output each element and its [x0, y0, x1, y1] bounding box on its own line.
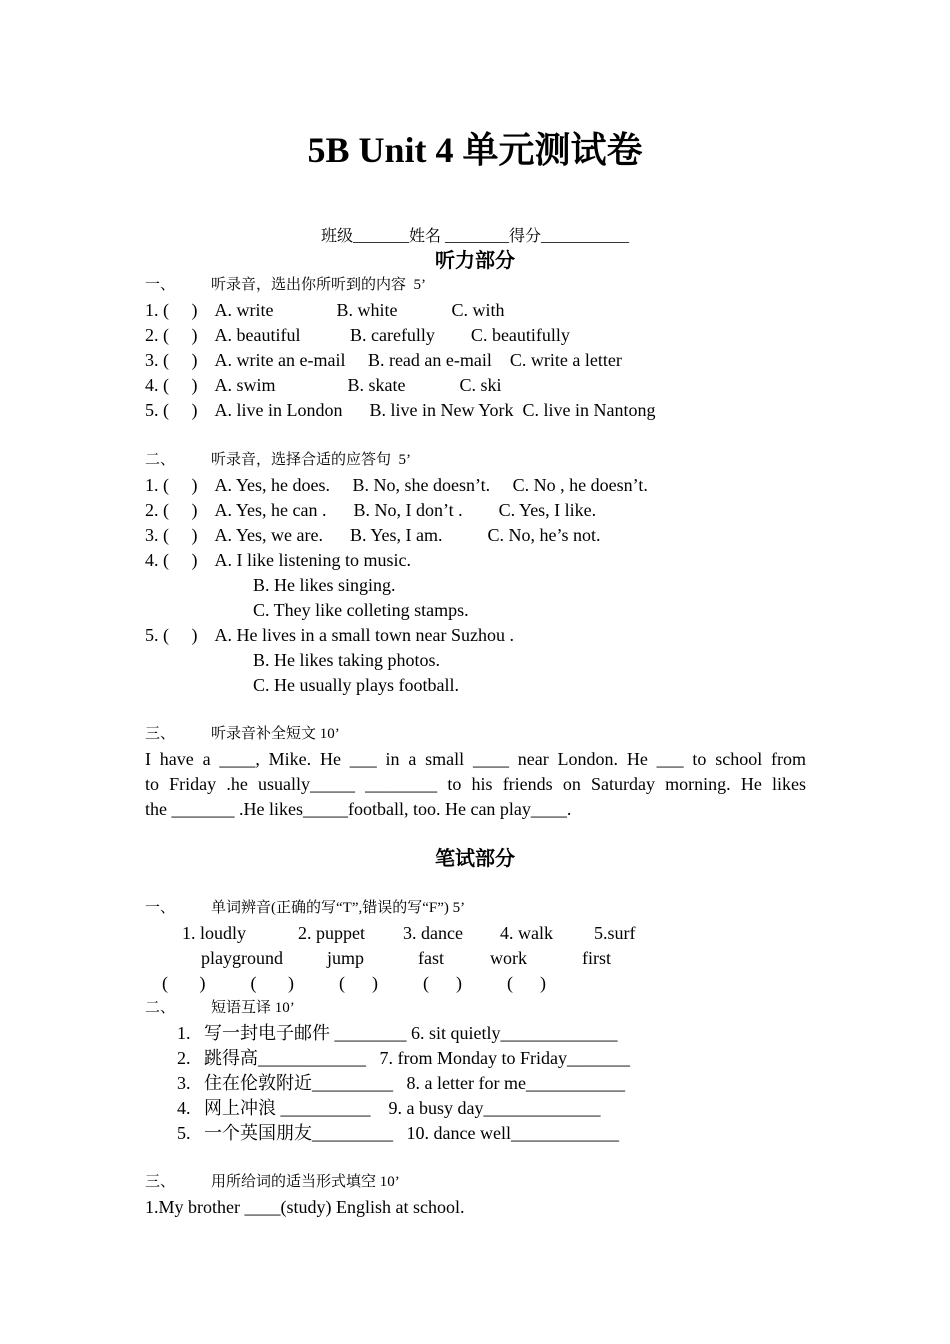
question-line: 2. ( ) A. beautiful B. carefully C. beautifully — [145, 325, 570, 345]
phonics-word: jump — [327, 948, 365, 968]
question-line: C. He usually plays football. — [145, 675, 459, 695]
question-line: 5. ( ) A. He lives in a small town near Suzhou . — [145, 625, 514, 645]
part-number: 三、 — [145, 1174, 176, 1190]
question-line: 5. ( ) A. live in London B. live in New York C. live in Nantong — [145, 400, 656, 420]
part-instruction: 听录音，选择合适的应答句 5’ — [211, 452, 411, 468]
writing-part1-heading — [145, 896, 465, 921]
question-line: 4. ( ) A. swim B. skate C. ski — [145, 375, 502, 395]
phonics-word: playground — [201, 948, 283, 968]
phonics-word: work — [490, 948, 527, 968]
translation-line: 4. 网上冲浪 __________ 9. a busy day_____________ — [177, 1098, 601, 1118]
part-number: 三、 — [145, 726, 176, 742]
listening-section-header: 听力部分 — [435, 250, 515, 272]
phonics-word: 5.surf — [594, 923, 636, 943]
writing-part3-heading — [145, 1170, 400, 1195]
page-title: 5B Unit 4 单元测试卷 — [307, 130, 643, 170]
translation-line: 3. 住在伦敦附近_________ 8. a letter for me___________ — [177, 1073, 625, 1093]
question-line: B. He likes taking photos. — [145, 650, 440, 670]
phonics-word: first — [582, 948, 611, 968]
question-line: 1. ( ) A. write B. white C. with — [145, 300, 505, 320]
part-number: 一、 — [145, 900, 176, 916]
phonics-word: 4. walk — [500, 923, 553, 943]
part-number: 二、 — [145, 452, 176, 468]
question-line: 3. ( ) A. write an e-mail B. read an e-mail C. write a letter — [145, 350, 622, 370]
translation-line: 2. 跳得高____________ 7. from Monday to Friday_______ — [177, 1048, 630, 1068]
listening-part2-heading — [145, 448, 411, 473]
cloze-paragraph-line: to Friday .he usually_____ ________ to his friends on Saturday morning. He likes — [145, 774, 806, 794]
part-number: 二、 — [145, 1000, 176, 1016]
writing-section-header: 笔试部分 — [435, 848, 515, 870]
question-line: 4. ( ) A. I like listening to music. — [145, 550, 411, 570]
listening-part1-heading — [145, 273, 426, 298]
part-instruction: 单词辨音(正确的写“T”,错误的写“F”) 5’ — [211, 900, 466, 916]
part-instruction: 用所给词的适当形式填空 10’ — [211, 1174, 400, 1190]
translation-line: 1. 写一封电子邮件 ________ 6. sit quietly_____________ — [177, 1023, 618, 1043]
phonics-word: fast — [418, 948, 444, 968]
cloze-paragraph-line: I have a ____, Mike. He ___ in a small ____ near London. He ___ to school from — [145, 749, 806, 769]
student-info-line: 班级_______姓名 ________得分___________ — [320, 228, 629, 245]
question-line: C. They like colleting stamps. — [145, 600, 469, 620]
question-line: 2. ( ) A. Yes, he can . B. No, I don’t . C. Yes, I like. — [145, 500, 597, 520]
answer-brackets: ( ) ( ) ( ) ( ) ( ) — [162, 973, 546, 993]
translation-line: 5. 一个英国朋友_________ 10. dance well____________ — [177, 1123, 619, 1143]
question-line: 1. ( ) A. Yes, he does. B. No, she doesn’t. C. No , he doesn’t. — [145, 475, 648, 495]
writing-part2-heading — [145, 996, 295, 1021]
fill-in-line: 1.My brother ____(study) English at school. — [145, 1197, 465, 1217]
listening-part3-heading — [145, 722, 340, 747]
phonics-word: 1. loudly — [182, 923, 247, 943]
phonics-word: 2. puppet — [298, 923, 365, 943]
phonics-word: 3. dance — [403, 923, 463, 943]
cloze-paragraph-line: the _______ .He likes_____football, too. He can play____. — [145, 799, 572, 819]
question-line: 3. ( ) A. Yes, we are. B. Yes, I am. C. No, he’s not. — [145, 525, 601, 545]
part-instruction: 短语互译 10’ — [211, 1000, 295, 1016]
part-instruction: 听录音补全短文 10’ — [211, 726, 340, 742]
question-line: B. He likes singing. — [145, 575, 396, 595]
part-instruction: 听录音，选出你所听到的内容 5’ — [211, 277, 426, 293]
part-number: 一、 — [145, 277, 176, 293]
